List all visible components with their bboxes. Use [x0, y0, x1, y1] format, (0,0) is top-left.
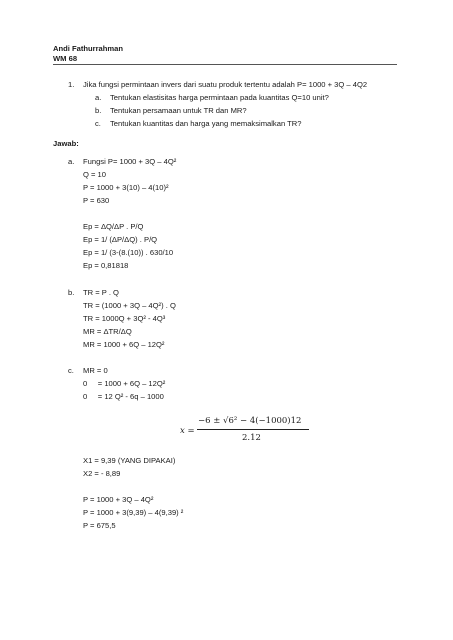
- answer-a-line: Ep = 0,81818: [83, 261, 129, 270]
- answer-b-line: TR = P . Q: [83, 288, 119, 297]
- question-part-text: Tentukan kuantitas dan harga yang memaksimalkan TR?: [110, 119, 302, 128]
- answer-c-line: 0 = 1000 + 6Q – 12Q²: [83, 379, 166, 388]
- answer-c-letter: c.: [68, 366, 74, 375]
- question-text: Jika fungsi permintaan invers dari suatu produk tertentu adalah P= 1000 + 3Q – 4Q2: [83, 80, 368, 89]
- answer-c-line: MR = 0: [83, 366, 108, 375]
- formula-lhs: x =: [180, 426, 195, 436]
- answer-b-line: MR = 1000 + 6Q – 12Q²: [83, 340, 165, 349]
- formula-numerator: −6 ± √6² − 4(−1000)12: [198, 416, 302, 426]
- price-line: P = 675,5: [83, 521, 116, 530]
- question-part-letter: a.: [95, 93, 102, 102]
- answer-b-line: TR = (1000 + 3Q – 4Q²) . Q: [83, 301, 176, 310]
- answer-a-line: P = 630: [83, 196, 110, 205]
- question-part-letter: c.: [95, 119, 101, 128]
- answer-a-line: Ep = 1/ (ΔP/ΔQ) . P/Q: [83, 235, 158, 244]
- question-part-text: Tentukan elastisitas harga permintaan pada kuantitas Q=10 unit?: [110, 93, 329, 102]
- answer-c-line: 0 = 12 Q² - 6q – 1000: [83, 392, 164, 401]
- header-divider: [53, 64, 397, 65]
- price-line: P = 1000 + 3(9,39) – 4(9,39) ²: [83, 508, 184, 517]
- answer-a-line: Ep = 1/ (3-(8.(10)) . 630/10: [83, 248, 174, 257]
- price-line: P = 1000 + 3Q – 4Q²: [83, 495, 154, 504]
- fraction-bar: [197, 429, 309, 430]
- question-part-text: Tentukan persamaan untuk TR dan MR?: [110, 106, 247, 115]
- author-name: Andi Fathurrahman: [53, 44, 124, 53]
- question-number: 1.: [68, 80, 75, 89]
- answer-b-line: MR = ΔTR/ΔQ: [83, 327, 132, 336]
- answer-b-letter: b.: [68, 288, 75, 297]
- root-line: X2 = - 8,89: [83, 469, 121, 478]
- answer-heading: Jawab:: [53, 139, 79, 148]
- question-part-letter: b.: [95, 106, 102, 115]
- answer-a-line: Ep = ΔQ/ΔP . P/Q: [83, 222, 144, 231]
- formula-denominator: 2.12: [242, 433, 261, 443]
- answer-a-line: P = 1000 + 3(10) – 4(10)²: [83, 183, 169, 192]
- answer-a-line: Q = 10: [83, 170, 107, 179]
- class-label: WM 68: [53, 54, 78, 63]
- answer-a-line: Fungsi P= 1000 + 3Q – 4Q²: [83, 157, 177, 166]
- answer-a-letter: a.: [68, 157, 75, 166]
- quadratic-formula: [180, 416, 310, 446]
- root-line: X1 = 9,39 (YANG DIPAKAI): [83, 456, 176, 465]
- answer-b-line: TR = 1000Q + 3Q² - 4Q³: [83, 314, 166, 323]
